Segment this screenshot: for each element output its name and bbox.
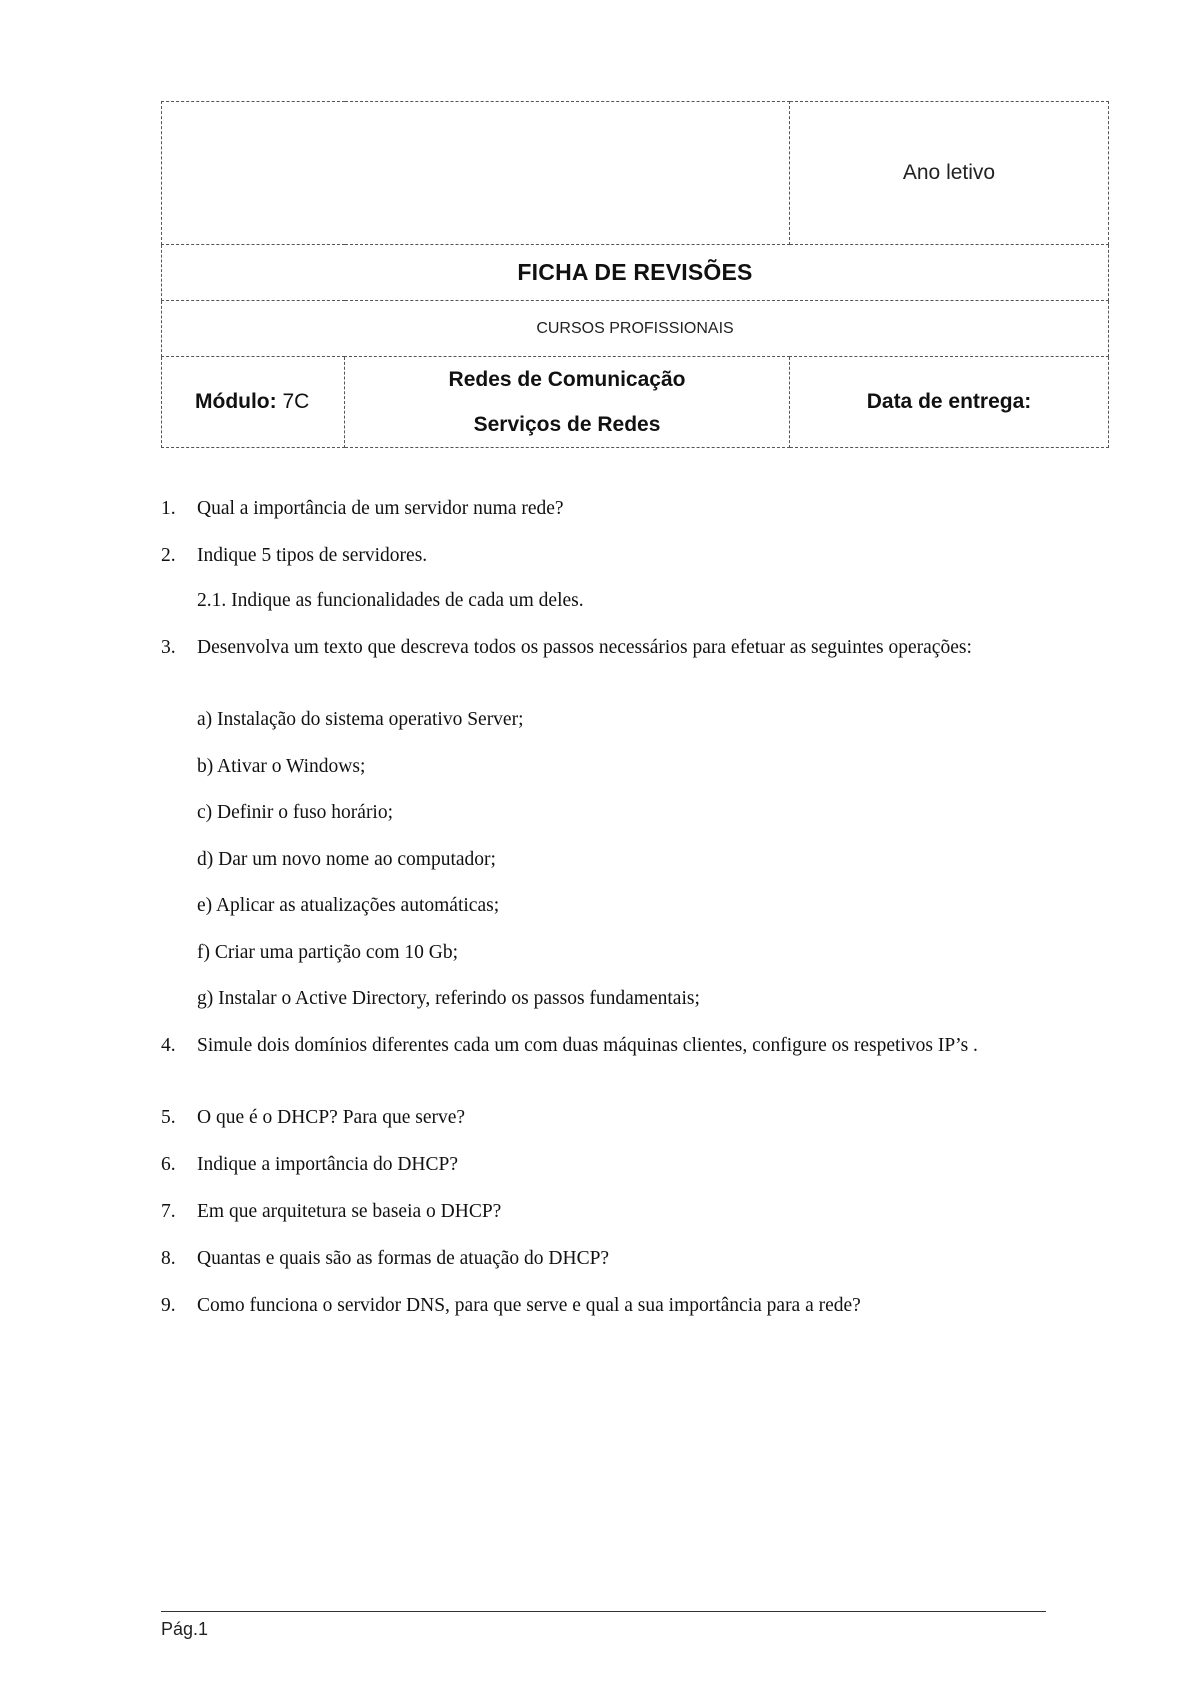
page-number: Pág.1 bbox=[161, 1619, 209, 1639]
question-text: Desenvolva um texto que descreva todos os passos necessários para efetuar as seguintes operações: bbox=[197, 637, 972, 658]
operation-text: c) Definir o fuso horário; bbox=[197, 802, 394, 823]
course-name-2: Serviços de Redes bbox=[473, 413, 661, 436]
footer-divider bbox=[161, 1611, 1046, 1612]
question-number: 2. bbox=[161, 545, 176, 566]
operation-item bbox=[197, 941, 458, 965]
operation-text: b) Ativar o Windows; bbox=[197, 756, 366, 777]
question-item bbox=[161, 544, 1046, 568]
header-table bbox=[161, 101, 1109, 448]
question-number: 6. bbox=[161, 1154, 176, 1175]
question-number: 2.1. bbox=[197, 590, 227, 611]
question-text: O que é o DHCP? Para que serve? bbox=[197, 1107, 466, 1128]
operation-text: a) Instalação do sistema operativo Server; bbox=[197, 709, 524, 730]
question-text: Indique as funcionalidades de cada um deles. bbox=[231, 590, 584, 611]
operation-text: f) Criar uma partição com 10 Gb; bbox=[197, 942, 458, 963]
operation-item bbox=[197, 708, 524, 732]
operation-text: d) Dar um novo nome ao computador; bbox=[197, 849, 496, 870]
question-item bbox=[161, 497, 1046, 521]
operation-item bbox=[197, 987, 700, 1011]
question-item bbox=[161, 1200, 1046, 1224]
question-number: 5. bbox=[161, 1107, 176, 1128]
question-item bbox=[161, 1153, 1046, 1177]
question-item bbox=[161, 1034, 1046, 1058]
operation-item bbox=[197, 755, 365, 779]
document-subtitle: CURSOS PROFISSIONAIS bbox=[162, 301, 1109, 357]
question-text: Simule dois domínios diferentes cada um com duas máquinas clientes, configure os respetivos IP’s . bbox=[197, 1035, 978, 1056]
question-text: Indique 5 tipos de servidores. bbox=[197, 545, 428, 566]
question-text: Qual a importância de um servidor numa rede? bbox=[197, 498, 564, 519]
logo-cell bbox=[162, 102, 790, 245]
course-name-1: Redes de Comunicação bbox=[448, 368, 686, 391]
question-text: Como funciona o servidor DNS, para que serve e qual a sua importância para a rede? bbox=[197, 1295, 861, 1316]
modulo-label: Módulo: bbox=[195, 390, 277, 413]
question-item bbox=[161, 636, 1046, 660]
question-item bbox=[161, 1247, 1046, 1271]
question-text: Quantas e quais são as formas de atuação do DHCP? bbox=[197, 1248, 610, 1269]
question-number: 3. bbox=[161, 637, 176, 658]
question-item bbox=[161, 1294, 1046, 1318]
question-number: 7. bbox=[161, 1201, 176, 1222]
document-title: FICHA DE REVISÕES bbox=[162, 245, 1109, 301]
operation-text: e) Aplicar as atualizações automáticas; bbox=[197, 895, 500, 916]
question-item bbox=[161, 1106, 1046, 1130]
operation-item bbox=[197, 801, 393, 825]
operation-item bbox=[197, 894, 499, 918]
question-number: 8. bbox=[161, 1248, 176, 1269]
question-text: Indique a importância do DHCP? bbox=[197, 1154, 459, 1175]
subquestion-item bbox=[197, 589, 584, 613]
modulo-value: 7C bbox=[282, 390, 310, 413]
operation-text: g) Instalar o Active Directory, referindo os passos fundamentais; bbox=[197, 988, 700, 1009]
operation-item bbox=[197, 848, 496, 872]
data-entrega-label: Data de entrega: bbox=[790, 357, 1109, 448]
question-text: Em que arquitetura se baseia o DHCP? bbox=[197, 1201, 502, 1222]
question-number: 1. bbox=[161, 498, 176, 519]
ano-letivo-label: Ano letivo bbox=[790, 102, 1109, 245]
question-number: 9. bbox=[161, 1295, 176, 1316]
question-number: 4. bbox=[161, 1035, 176, 1056]
modulo-cell bbox=[162, 357, 345, 448]
course-names-cell bbox=[345, 357, 790, 448]
